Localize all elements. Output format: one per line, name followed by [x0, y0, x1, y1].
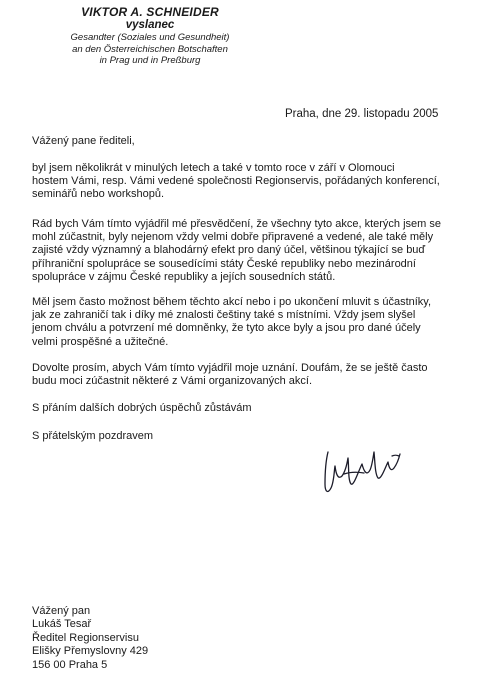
- sender-role: vyslanec: [125, 19, 175, 31]
- sender-name: VIKTOR A. SCHNEIDER: [81, 5, 219, 19]
- address-line: Vážený pan: [32, 605, 91, 617]
- text-line: hostem Vámi, resp. Vámi vedené společnosti Regionservis, pořádaných konferencí,: [32, 175, 440, 188]
- address-line: 156 00 Praha 5: [32, 658, 108, 671]
- address-line: Lukáš Tesař: [32, 618, 92, 631]
- signature-strokes: [325, 452, 400, 491]
- text-line: Rád bych Vám tímto vyjádřil mé přesvědčení, že všechny tyto akce, kterých jsem se: [32, 218, 441, 230]
- sender-title-line: Gesandter (Soziales und Gesundheit): [70, 32, 230, 43]
- recipient-address: [32, 605, 148, 672]
- text-line: byl jsem několikrát v minulých letech a také v tomto roce v září v Olomouci: [32, 162, 395, 174]
- closing-wishes: [32, 402, 472, 415]
- text-line: budu moci zúčastnit některé z Vámi organizovaných akcí.: [32, 375, 313, 388]
- paragraph-3: [32, 296, 472, 349]
- paragraph-4: [32, 362, 472, 388]
- text-line: Dovolte prosím, abych Vám tímto vyjádřil moje uznání. Doufám, že se ještě často: [32, 362, 428, 374]
- text-line: mohl zúčastnit, byly nejenom vždy velmi dobře připravené a vedené, ale také měly: [32, 231, 434, 244]
- text-line: velmi prospěšné a užitečné.: [32, 335, 169, 348]
- closing-regards-text: S přátelským pozdravem: [32, 430, 154, 442]
- address-line: Elišky Přemyslovny 429: [32, 645, 149, 658]
- sender-title-line: in Prag und in Preßburg: [99, 55, 201, 66]
- salutation: [32, 135, 472, 148]
- address-line: Ředitel Regionservisu: [32, 631, 139, 644]
- letter-date: Praha, dne 29. listopadu 2005: [285, 108, 439, 120]
- text-line: jenom chválu a potvrzení mé domněnky, že tyto akce byly a jsou pro dané účely: [32, 322, 421, 335]
- salutation-text: Vážený pane řediteli,: [32, 135, 135, 147]
- text-line: příhraniční spolupráce se sousedícími státy České republiky nebo mezinárodní: [32, 257, 416, 270]
- handwritten-signature: [318, 446, 410, 496]
- closing-regards: [32, 430, 472, 443]
- text-line: seminářů nebo workshopů.: [32, 188, 165, 201]
- paragraph-2: [32, 218, 472, 284]
- sender-title-line: an den Österreichischen Botschaften: [72, 43, 228, 55]
- text-line: Měl jsem často možnost během těchto akcí nebo i po ukončení mluvit s účastníky,: [32, 296, 432, 308]
- text-line: zajisté vždy významný a blahodárný efekt pro daný účel, většinou týkající se buď: [32, 244, 426, 257]
- letterhead: [50, 5, 250, 67]
- text-line: jak ze zahraničí tak i díky mé znalosti češtiny také s místními. Vždy jsem slyšel: [32, 309, 416, 322]
- paragraph-1: [32, 162, 472, 202]
- text-line: spolupráce v zájmu České republiky a jejích sousedních států.: [32, 270, 336, 283]
- closing-wishes-text: S přáním dalších dobrých úspěchů zůstávám: [32, 402, 252, 414]
